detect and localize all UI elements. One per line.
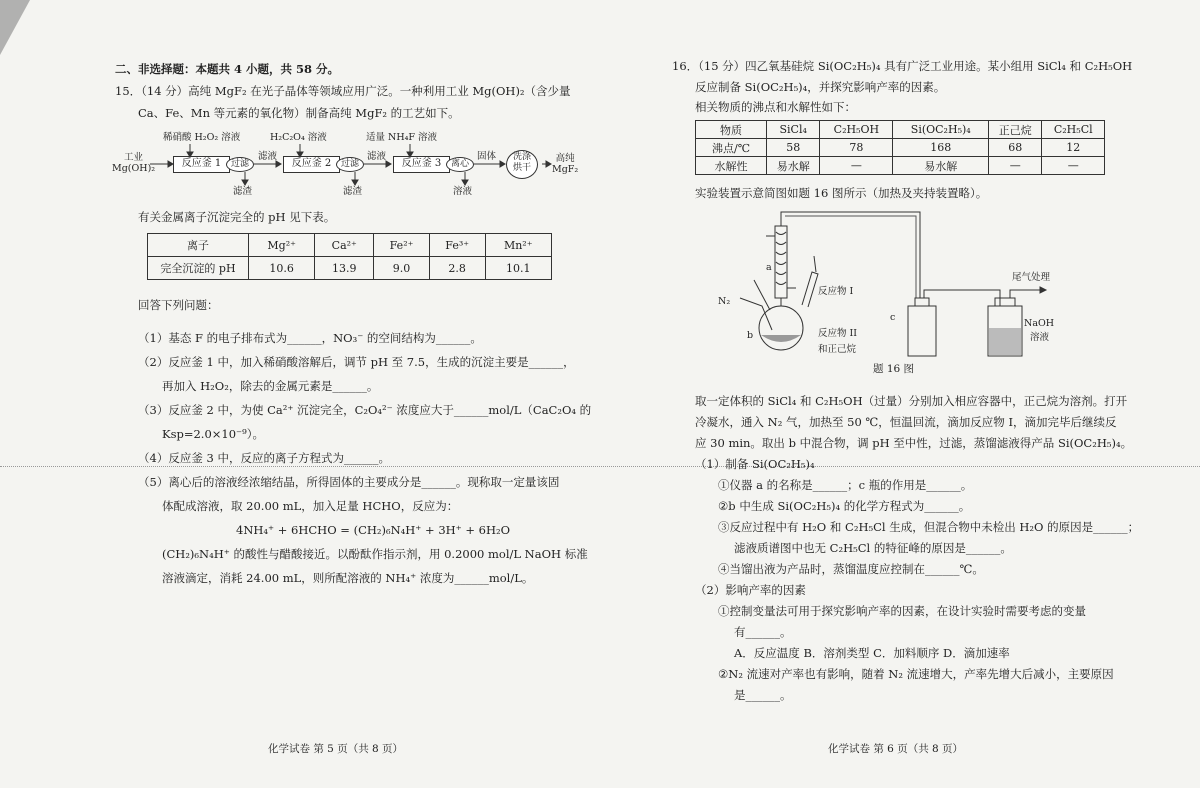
- flow-reactor-2: 反应釜 2: [283, 156, 340, 173]
- ph-table-cell: 完全沉淀的 pH: [148, 257, 249, 280]
- flow-filtrate-1: 滤液: [258, 151, 278, 162]
- property-table-cell: 58: [767, 139, 820, 157]
- property-table-cell: 易水解: [893, 157, 989, 175]
- ph-table-intro: 有关金属离子沉淀完全的 pH 见下表。: [138, 210, 336, 224]
- label-a: a: [766, 262, 772, 273]
- property-table-row: [696, 157, 1105, 175]
- flow-solution: 溶液: [453, 186, 473, 197]
- property-table-header: [696, 121, 1105, 139]
- q15-equation: 4NH₄⁺ + 6HCHO = (CH₂)₆N₄H⁺ + 3H⁺ + 6H₂O: [236, 523, 511, 537]
- label-c: c: [890, 312, 896, 323]
- property-table-cell: 168: [893, 139, 989, 157]
- property-table-cell: 沸点/℃: [696, 139, 767, 157]
- q15-part1: （1）基态 F 的电子排布式为______，NO₃⁻ 的空间结构为______。: [138, 331, 482, 345]
- q16-part2-item1b: 有______。: [734, 625, 792, 639]
- flow-filtrate-2: 滤液: [367, 151, 387, 162]
- ph-table-header-cell: 离子: [148, 234, 249, 257]
- label-naoh-solution: 溶液: [1030, 332, 1050, 343]
- q16-part1-item4: ④当馏出液为产品时，蒸馏温度应控制在______℃。: [718, 562, 984, 576]
- procedure-line2: 冷凝水，通入 N₂ 气，加热至 50 ℃，恒温回流，滴加反应物 I，滴加完毕后继续反: [695, 415, 1117, 429]
- property-table-cell: —: [820, 157, 893, 175]
- property-table-cell: 易水解: [767, 157, 820, 175]
- page-footer-left: 化学试卷 第 5 页（共 8 页）: [268, 743, 404, 755]
- q16-part1-item1: ①仪器 a 的名称是______；c 瓶的作用是______。: [718, 478, 973, 492]
- property-table-header-cell: C₂H₅Cl: [1042, 121, 1105, 139]
- ph-table-cell: 2.8: [429, 257, 485, 280]
- q15-intro-line1: 15．（14 分）高纯 MgF₂ 在光子晶体等领域应用广泛。一种利用工业 Mg(OH)₂（含少量: [115, 84, 571, 98]
- q16-part1-item3b: 滤液质谱图中也无 C₂H₅Cl 的特征峰的原因是______。: [734, 541, 1012, 555]
- flow-centrifuge: 离心: [446, 157, 474, 172]
- q16-part1-item3: ③反应过程中有 H₂O 和 C₂H₅Cl 生成，但混合物中未检出 H₂O 的原因是______；: [718, 520, 1140, 534]
- q16-intro-line3: 相关物质的沸点和水解性如下：: [695, 100, 856, 114]
- ph-table-header: [148, 234, 552, 257]
- property-table-header-cell: 正己烷: [989, 121, 1042, 139]
- flow-residue-2: 滤渣: [343, 186, 363, 197]
- q16-part2-title: （2）影响产率的因素: [695, 583, 806, 597]
- flow-solid: 固体: [477, 151, 497, 162]
- flow-product: 高纯 MgF₂: [552, 153, 579, 175]
- property-table-header-cell: 物质: [696, 121, 767, 139]
- ph-table-cell: 13.9: [315, 257, 374, 280]
- flow-wash-dry: 洗涤 烘干: [506, 150, 538, 179]
- label-b: b: [747, 330, 754, 341]
- flow-reactor-3: 反应釜 3: [393, 156, 450, 173]
- q16-intro-line1: 16．（15 分）四乙氧基硅烷 Si(OC₂H₅)₄ 具有广泛工业用途。某小组用 SiCl₄ 和 C₂H₅OH: [672, 59, 1133, 73]
- q15-part2-line2: 再加入 H₂O₂，除去的金属元素是______。: [162, 379, 379, 393]
- flow-filter-2: 过滤: [336, 157, 364, 172]
- q16-intro-line2: 反应制备 Si(OC₂H₅)₄，并探究影响产率的因素。: [695, 80, 946, 94]
- q15-part5-line2: 体配成溶液，取 20.00 mL，加入足量 HCHO，反应为：: [162, 499, 459, 513]
- q15-part4: （4）反应釜 3 中，反应的离子方程式为______。: [138, 451, 390, 465]
- property-table-header-cell: C₂H₅OH: [820, 121, 893, 139]
- property-table-header-cell: Si(OC₂H₅)₄: [893, 121, 989, 139]
- property-table-cell: 78: [820, 139, 893, 157]
- apparatus-drawing: [710, 210, 1070, 360]
- property-table-row: [696, 139, 1105, 157]
- label-reactant-2: 反应物 II: [818, 328, 858, 339]
- q15-part2-line1: （2）反应釜 1 中，加入稀硝酸溶解后，调节 pH 至 7.5，生成的沉淀主要是______，: [138, 355, 575, 369]
- label-reactant-1: 反应物 I: [818, 286, 854, 297]
- property-table: [695, 120, 1105, 175]
- q16-part2-options: A．反应温度 B．溶剂类型 C．加料顺序 D．滴加速率: [734, 646, 1010, 660]
- ph-table-header-cell: Fe²⁺: [374, 234, 430, 257]
- flow-start-label: 工业 Mg(OH)₂: [112, 152, 156, 174]
- property-table-cell: 水解性: [696, 157, 767, 175]
- flow-reactor-1: 反应釜 1: [173, 156, 230, 173]
- figure-caption: 题 16 图: [873, 363, 915, 375]
- ph-table-cell: 10.1: [485, 257, 552, 280]
- ph-table-cell: 10.6: [249, 257, 315, 280]
- page-footer-right: 化学试卷 第 6 页（共 8 页）: [828, 743, 964, 755]
- label-n2: N₂: [718, 296, 731, 307]
- q15-part3-line1: （3）反应釜 2 中，为使 Ca²⁺ 沉淀完全，C₂O₄²⁻ 浓度应大于______mol/L（CaC₂O₄ 的: [138, 403, 592, 417]
- property-table-cell: 12: [1042, 139, 1105, 157]
- page-6: [600, 0, 1200, 788]
- label-hexane: 和正己烷: [818, 344, 857, 355]
- procedure-line1: 取一定体积的 SiCl₄ 和 C₂H₅OH（过量）分别加入相应容器中，正己烷为溶剂。打开: [695, 394, 1128, 408]
- flow-residue-1: 滤渣: [233, 186, 253, 197]
- property-table-cell: —: [989, 157, 1042, 175]
- property-table-cell: 68: [989, 139, 1042, 157]
- section-title: 二、非选择题：本题共 4 小题，共 58 分。: [115, 62, 340, 76]
- ph-table-header-cell: Fe³⁺: [429, 234, 485, 257]
- q16-part2-item1: ①控制变量法可用于探究影响产率的因素，在设计实验时需要考虑的变量: [718, 604, 1086, 618]
- flow-reagent-3: 适量 NH₄F 溶液: [366, 132, 438, 143]
- q16-part2-item2b: 是______。: [734, 688, 792, 702]
- q16-part1-title: （1）制备 Si(OC₂H₅)₄: [695, 457, 815, 471]
- flow-reagent-1: 稀硝酸 H₂O₂ 溶液: [163, 132, 241, 143]
- apparatus-intro: 实验装置示意简图如题 16 图所示（加热及夹持装置略）。: [695, 186, 988, 200]
- q15-intro-line2: Ca、Fe、Mn 等元素的氧化物）制备高纯 MgF₂ 的工艺如下。: [138, 106, 460, 120]
- ph-table-header-cell: Mn²⁺: [485, 234, 552, 257]
- property-table-cell: —: [1042, 157, 1105, 175]
- label-naoh: NaOH: [1024, 318, 1055, 329]
- flow-reagent-2: H₂C₂O₄ 溶液: [270, 132, 327, 143]
- q15-part5-line1: （5）离心后的溶液经浓缩结晶，所得固体的主要成分是______。现称取一定量该固: [138, 475, 560, 489]
- q16-part2-item2: ②N₂ 流速对产率也有影响，随着 N₂ 流速增大，产率先增大后减小，主要原因: [718, 667, 1114, 681]
- q15-part5-line4: 溶液滴定，消耗 24.00 mL，则所配溶液的 NH₄⁺ 浓度为______mol/L。: [162, 571, 534, 585]
- ph-table-row: [148, 257, 552, 280]
- ph-table-cell: 9.0: [374, 257, 430, 280]
- q16-part1-item2: ②b 中生成 Si(OC₂H₅)₄ 的化学方程式为______。: [718, 499, 971, 513]
- q15-part3-line2: Ksp=2.0×10⁻⁹）。: [162, 427, 264, 441]
- flow-filter-1: 过滤: [226, 157, 254, 172]
- answer-prompt: 回答下列问题：: [138, 298, 219, 312]
- q15-part5-line3: (CH₂)₆N₄H⁺ 的酸性与醋酸接近。以酚酞作指示剂，用 0.2000 mol/L NaOH 标准: [162, 547, 588, 561]
- property-table-header-cell: SiCl₄: [767, 121, 820, 139]
- ph-table-header-cell: Ca²⁺: [315, 234, 374, 257]
- procedure-line3: 应 30 min。取出 b 中混合物，调 pH 至中性，过滤，蒸馏滤液得产品 Si(OC₂H₅)₄。: [695, 436, 1133, 450]
- ph-table-header-cell: Mg²⁺: [249, 234, 315, 257]
- ph-table: [147, 233, 552, 280]
- label-tail-gas: 尾气处理: [1012, 272, 1051, 283]
